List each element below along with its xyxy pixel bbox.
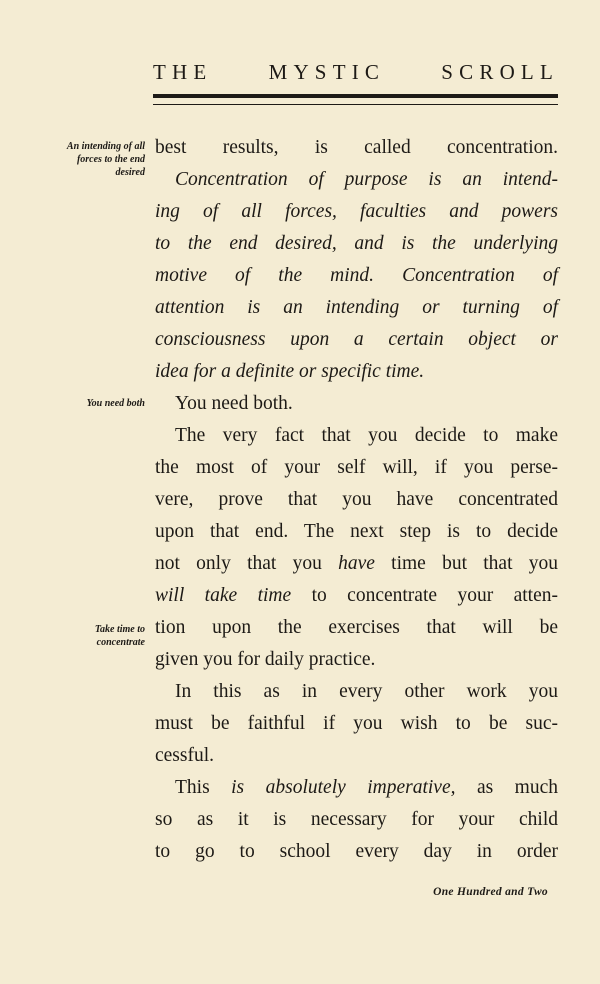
italic-text: is absolutely imperative, (231, 777, 456, 798)
text-line (155, 520, 558, 544)
page-number-folio: One Hundred and Two (433, 886, 548, 898)
text-span: the most of your self will, if you perse- (155, 457, 558, 478)
italic-text: idea for a definite or specific time. (155, 361, 425, 382)
text-line (155, 360, 558, 384)
text-line (155, 264, 558, 288)
text-span: tion upon the exercises that will be (155, 617, 558, 638)
header-thin-rule (153, 104, 558, 105)
margin-note (95, 623, 145, 649)
margin-note-line: An intending of all (66, 141, 145, 152)
text-line (155, 296, 558, 320)
text-line (155, 744, 558, 768)
text-line (175, 776, 558, 800)
text-span: must be faithful if you wish to be suc- (155, 713, 558, 734)
text-span: vere, prove that you have concentrated (155, 489, 558, 510)
text-line (155, 552, 558, 576)
text-line (155, 616, 558, 640)
text-line (155, 200, 558, 224)
margin-note (67, 140, 145, 179)
margin-note-line: desired (115, 167, 145, 178)
text-span: This (175, 777, 232, 798)
text-span: In this as in every other work you (175, 681, 558, 702)
italic-text: ing of all forces, faculties and powers (155, 201, 558, 222)
text-line (155, 488, 558, 512)
text-span: to concentrate your atten- (291, 585, 558, 606)
italic-text: attention is an intending or turning of (155, 297, 558, 318)
margin-note-line: concentrate (96, 637, 145, 648)
text-span: as much (455, 777, 558, 798)
text-span: not only that you (155, 553, 339, 574)
margin-note-line: Take time to (94, 624, 145, 635)
text-line (175, 168, 558, 192)
text-line (155, 648, 558, 672)
margin-note-line: forces to the end (76, 154, 145, 165)
text-span: upon that end. The next step is to decide (155, 521, 558, 542)
text-line (155, 456, 558, 480)
text-line (175, 680, 558, 704)
text-span: so as it is necessary for your child (155, 809, 558, 830)
text-line (175, 392, 558, 416)
text-line (155, 232, 558, 256)
text-line (155, 584, 558, 608)
text-line (155, 840, 558, 864)
margin-note (87, 397, 145, 410)
italic-text: motive of the mind. Concentration of (155, 265, 558, 286)
text-span: The very fact that you decide to make (175, 425, 558, 446)
header-thick-rule (153, 94, 558, 98)
text-span: cessful. (155, 745, 215, 766)
text-span: best results, is called concentration. (155, 137, 558, 158)
text-line (155, 808, 558, 832)
text-span: given you for daily practice. (155, 649, 376, 670)
italic-text: Concentration of purpose is an intend- (175, 169, 558, 190)
italic-text: will take time (155, 585, 292, 606)
text-span: time but that you (374, 553, 558, 574)
text-span: You need both. (175, 393, 293, 414)
text-line (155, 136, 558, 160)
text-line (175, 424, 558, 448)
margin-note-line: You need both (86, 398, 145, 409)
italic-text: to the end desired, and is the underlying (155, 233, 558, 254)
italic-text: have (338, 553, 375, 574)
italic-text: consciousness upon a certain object or (155, 329, 558, 350)
text-span: to go to school every day in order (155, 841, 558, 862)
text-line (155, 712, 558, 736)
text-line (155, 328, 558, 352)
running-head-title: THE MYSTIC SCROLL (153, 60, 559, 84)
